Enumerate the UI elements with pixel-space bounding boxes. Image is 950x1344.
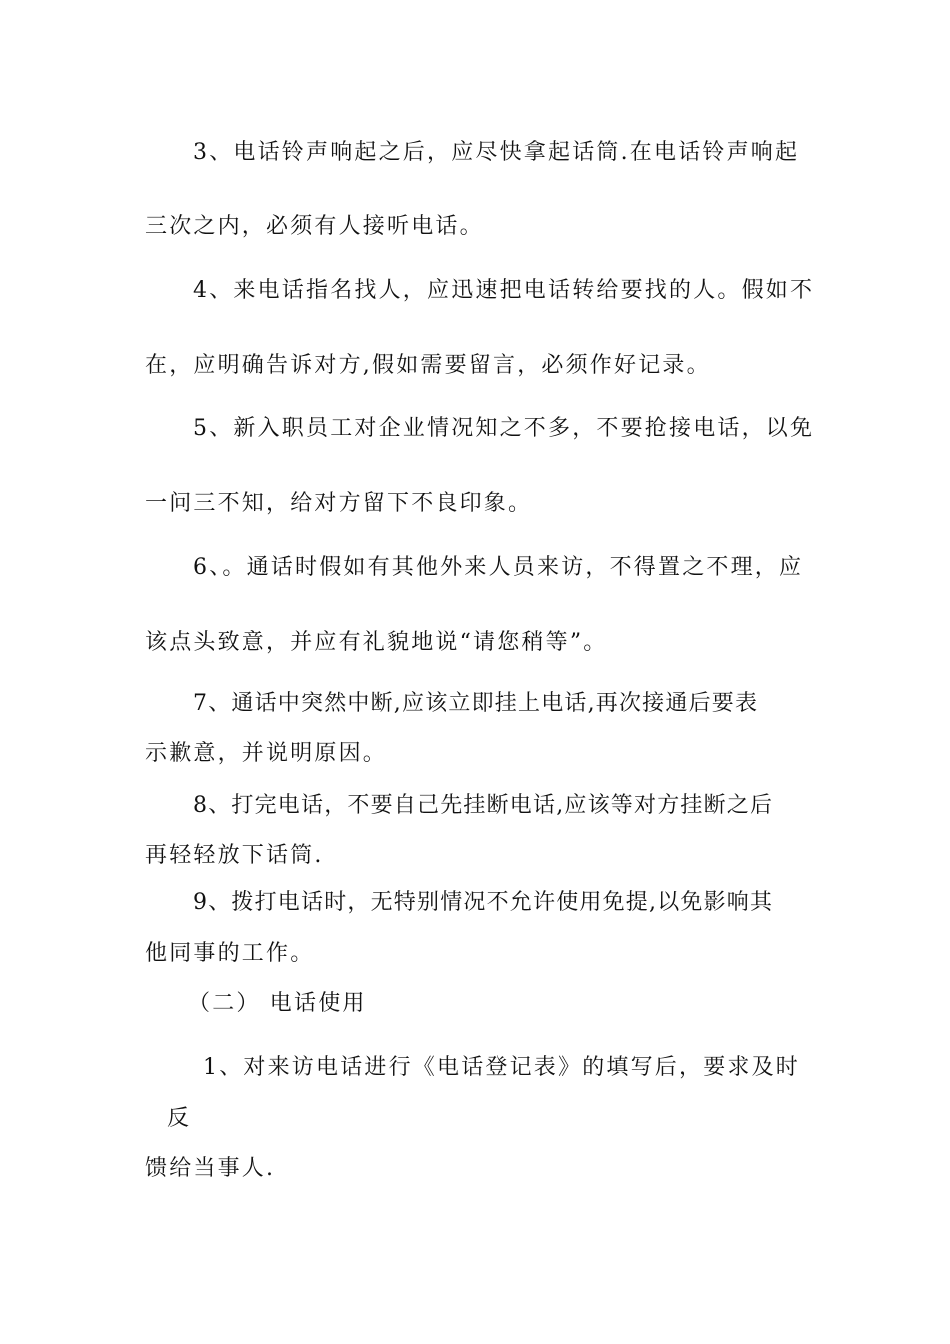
paragraph-7-line-2: 示歉意，并说明原因。	[145, 741, 388, 766]
paragraph-4-line-2: 在，应明确告诉对方,假如需要留言，必须作好记录。	[145, 353, 711, 378]
paragraph-9-line-2: 他同事的工作。	[145, 941, 315, 966]
paragraph-3-line-2: 三次之内，必须有人接听电话。	[145, 214, 484, 239]
paragraph-6-line-1: 6、。通话时假如有其他外来人员来访，不得置之不理，应	[193, 555, 804, 580]
paragraph-9-line-1: 9、拨打电话时，无特别情况不允许使用免提,以免影响其	[193, 890, 774, 915]
paragraph-8-line-2: 再轻轻放下话筒.	[145, 843, 324, 868]
paragraph-8-line-1: 8、打完电话，不要自己先挂断电话,应该等对方挂断之后	[193, 793, 774, 818]
paragraph-6-line-2: 该点头致意，并应有礼貌地说“请您稍等”。	[145, 630, 608, 655]
paragraph-5-line-1: 5、新入职员工对企业情况知之不多，不要抢接电话，以免	[193, 416, 815, 441]
paragraph-7-line-1: 7、通话中突然中断,应该立即挂上电话,再次接通后要表	[193, 691, 759, 716]
section-item-1-line-2: 反	[167, 1106, 192, 1131]
paragraph-4-line-1: 4、来电话指名找人，应迅速把电话转给要找的人。假如不	[193, 278, 815, 303]
section-item-1-line-1: 1、对来访电话进行《电话登记表》的填写后，要求及时	[203, 1055, 800, 1080]
paragraph-5-line-2: 一问三不知，给对方留下不良印象。	[145, 491, 533, 516]
section-heading: （二） 电话使用	[188, 991, 367, 1016]
section-item-1-line-3: 馈给当事人.	[145, 1156, 276, 1181]
paragraph-3-line-1: 3、电话铃声响起之后，应尽快拿起话筒.在电话铃声响起	[193, 140, 800, 165]
